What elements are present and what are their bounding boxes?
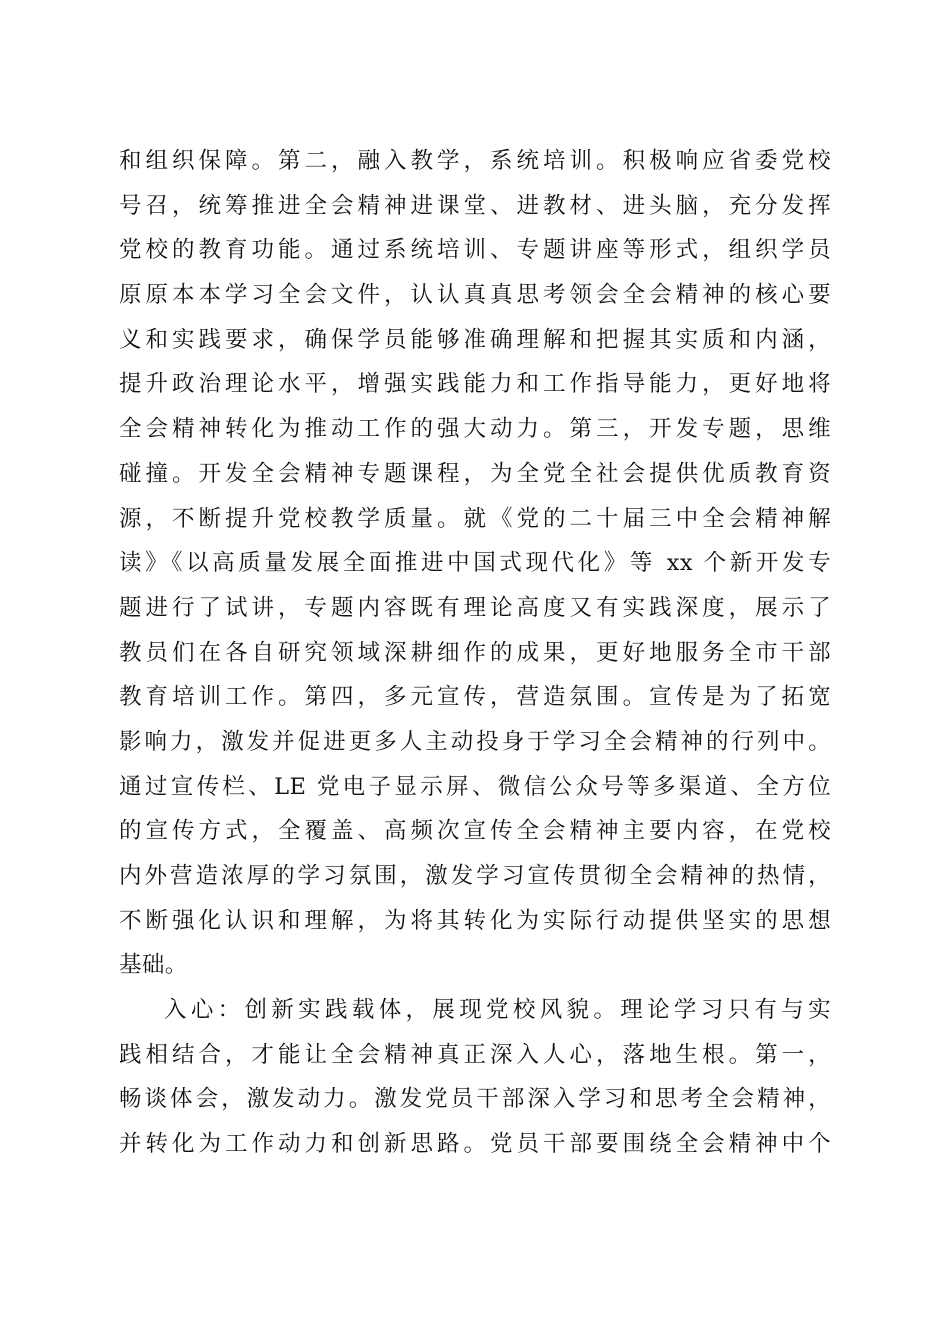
text-line: 党校的教育功能。通过系统培训、专题讲座等形式，组织学员: [119, 237, 831, 264]
text-line: 通过宣传栏、LE 党电子显示屏、微信公众号等多渠道、全方位: [119, 773, 831, 800]
paragraph-1: [119, 139, 831, 988]
text-line: 的宣传方式，全覆盖、高频次宣传全会精神主要内容，在党校: [119, 818, 831, 845]
text-line: 读》《以高质量发展全面推进中国式现代化》等 xx 个新开发专: [119, 550, 831, 577]
text-line: 号召，统筹推进全会精神进课堂、进教材、进头脑，充分发挥: [119, 192, 831, 219]
body-text: [119, 139, 831, 1167]
text-line: 原原本本学习全会文件，认认真真思考领会全会精神的核心要: [119, 282, 831, 309]
text-line: 畅谈体会，激发动力。激发党员干部深入学习和思考全会精神，: [119, 1086, 831, 1113]
text-line: 教育培训工作。第四，多元宣传，营造氛围。宣传是为了拓宽: [119, 684, 831, 711]
text-line: 并转化为工作动力和创新思路。党员干部要围绕全会精神中个: [119, 1131, 831, 1158]
text-line: 教员们在各自研究领域深耕细作的成果，更好地服务全市干部: [119, 639, 831, 666]
text-line: 入心：创新实践载体，展现党校风貌。理论学习只有与实: [164, 997, 831, 1024]
text-line: 提升政治理论水平，增强实践能力和工作指导能力，更好地将: [119, 371, 831, 398]
text-line: 影响力，激发并促进更多人主动投身于学习全会精神的行列中。: [119, 728, 831, 755]
paragraph-2: [119, 988, 831, 1167]
text-line: 题进行了试讲，专题内容既有理论高度又有实践深度，展示了: [119, 594, 831, 621]
text-line: 义和实践要求，确保学员能够准确理解和把握其实质和内涵，: [119, 326, 831, 353]
text-line: 不断强化认识和理解，为将其转化为实际行动提供坚实的思想: [119, 907, 831, 934]
text-line: 内外营造浓厚的学习氛围，激发学习宣传贯彻全会精神的热情，: [119, 863, 831, 889]
text-line: 源，不断提升党校教学质量。就《党的二十届三中全会精神解: [119, 505, 831, 532]
text-line: 践相结合，才能让全会精神真正深入人心，落地生根。第一，: [119, 1041, 831, 1068]
text-line: 和组织保障。第二，融入教学，系统培训。积极响应省委党校: [119, 148, 831, 174]
text-line: 全会精神转化为推动工作的强大动力。第三，开发专题，思维: [119, 416, 831, 443]
text-line: 基础。: [119, 952, 188, 979]
text-line: 碰撞。开发全会精神专题课程，为全党全社会提供优质教育资: [119, 460, 831, 487]
